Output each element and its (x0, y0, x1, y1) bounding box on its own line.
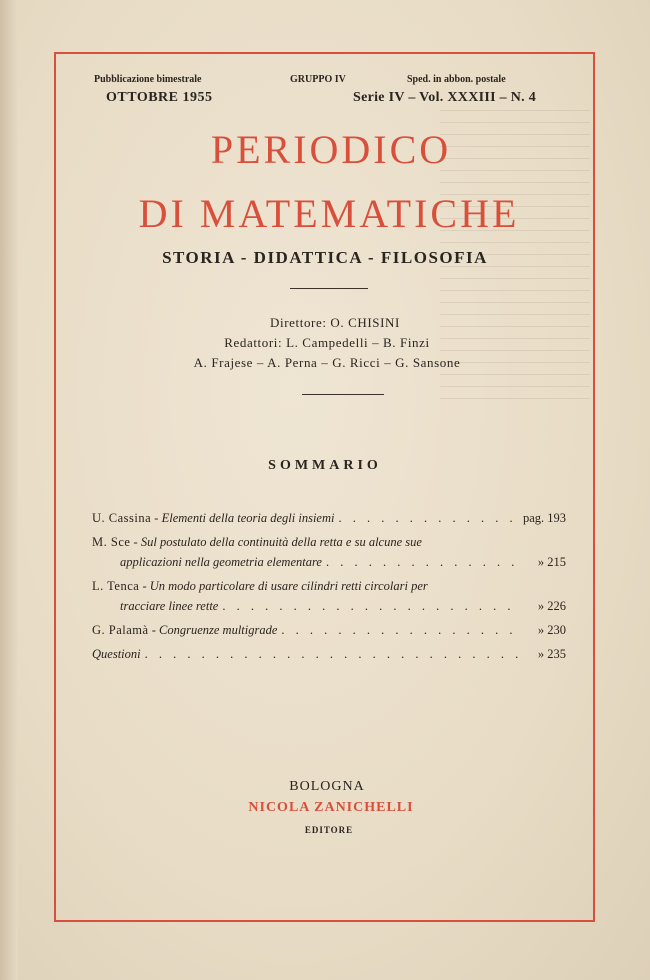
toc-page: » 226 (537, 599, 566, 613)
toc-separator: - (148, 623, 159, 637)
toc-leader-dots (145, 644, 518, 664)
toc-author: L. Tenca (92, 579, 140, 593)
series-volume-number: Serie IV – Vol. XXXIII – N. 4 (353, 90, 537, 105)
publisher-name: NICOLA ZANICHELLI (248, 800, 414, 815)
toc-entry-line (92, 644, 566, 664)
divider-rule-upper (290, 288, 368, 289)
director-line: Direttore: O. CHISINI (270, 315, 400, 330)
toc-entry (92, 532, 566, 572)
toc-page: » 235 (537, 647, 566, 661)
toc-separator: - (130, 535, 141, 549)
journal-subtitle: STORIA - DIDATTICA - FILOSOFIA (162, 248, 488, 267)
toc-entry (92, 508, 566, 528)
toc-title-cont: tracciare linee rette (120, 599, 219, 613)
editors-line-1: Redattori: L. Campedelli – B. Finzi (224, 335, 430, 350)
publisher-role: EDITORE (304, 825, 354, 835)
toc-page: » 230 (537, 623, 566, 637)
editors-line-2: A. Frajese – A. Perna – G. Ricci – G. Sansone (193, 355, 461, 370)
journal-title-line2: DI MATEMATICHE (138, 191, 520, 236)
toc-entry-line (92, 576, 566, 596)
divider-rule-lower (302, 394, 384, 395)
toc-title: Elementi della teoria degli insiemi (161, 511, 335, 525)
toc-entry (92, 620, 566, 640)
toc-leader-dots (222, 596, 518, 616)
publication-frequency: Pubblicazione bimestrale (94, 74, 202, 85)
contents-heading: SOMMARIO (268, 458, 382, 473)
toc-leader-dots (338, 508, 518, 528)
toc-leader-dots (326, 552, 518, 572)
toc-entry-line (92, 620, 566, 640)
toc-entry-line (92, 532, 566, 552)
toc-entry (92, 576, 566, 616)
toc-title-cont: applicazioni nella geometria elementare (120, 555, 322, 569)
postal-group: GRUPPO IV (290, 74, 346, 85)
publisher-city: BOLOGNA (289, 779, 365, 794)
toc-leader-dots (281, 620, 518, 640)
toc-author: U. Cassina (92, 511, 152, 525)
toc-entry-line (92, 508, 566, 528)
toc-entry-continuation (92, 596, 566, 616)
toc-entry (92, 644, 566, 664)
issue-date: OTTOBRE 1955 (106, 90, 213, 105)
toc-title: Sul postulato della continuità della retta e su alcune sue (140, 535, 422, 549)
toc-entry-continuation (92, 552, 566, 572)
toc-author: G. Palamà (92, 623, 149, 637)
toc-separator: - (151, 511, 162, 525)
table-of-contents (92, 508, 566, 664)
toc-author: M. Sce (92, 535, 131, 549)
postal-note: Sped. in abbon. postale (407, 74, 506, 85)
toc-title: Congruenze multigrade (159, 623, 278, 637)
toc-title: Un modo particolare di usare cilindri retti circolari per (149, 579, 428, 593)
toc-page: pag. 193 (522, 511, 566, 525)
toc-title: Questioni (92, 647, 141, 661)
toc-page: » 215 (537, 555, 566, 569)
toc-separator: - (139, 579, 150, 593)
journal-title-line1: PERIODICO (210, 127, 452, 172)
